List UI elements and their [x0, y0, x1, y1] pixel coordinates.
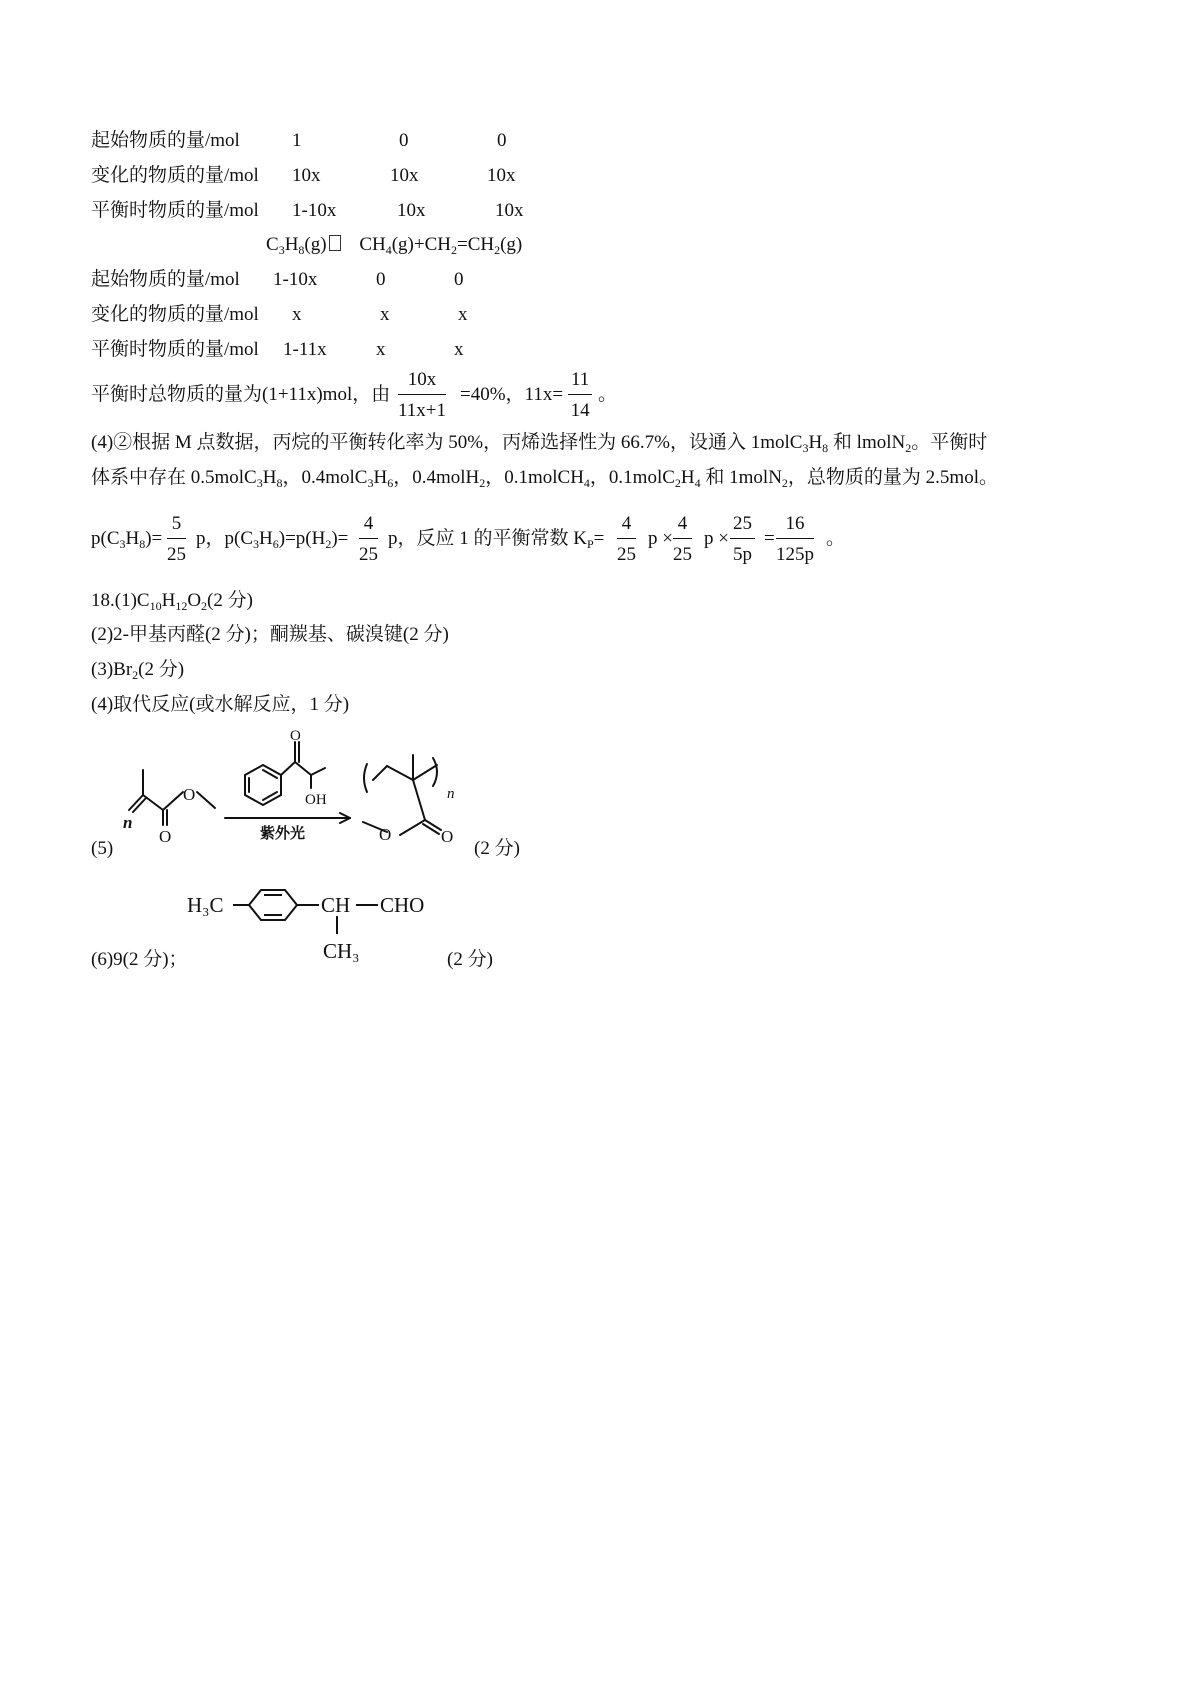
h3c-label: H₃C — [187, 893, 224, 917]
part4-line1: (4)②根据 M 点数据，丙烷的平衡转化率为 50%，丙烯选择性为 66.7%，设通入 $1molC_3H_8$ 和 lmolN$_2$。平衡时 — [91, 432, 988, 455]
kp-times-1: p × — [648, 528, 673, 549]
kp-end: 。 — [826, 528, 846, 549]
table2-row3-c2: x — [376, 339, 386, 360]
q18-part4: (4)取代反应(或水解反应，1 分) — [91, 694, 350, 715]
polymer-ester-o: O — [379, 825, 392, 844]
fraction-16-over-125p: $\frac{16}{125p}$ — [776, 513, 814, 565]
table2-row3-label: 平衡时物质的量/mol — [91, 339, 259, 360]
q18-part6-score: (2 分) — [447, 949, 493, 970]
initiator-carbonyl-o: O — [290, 728, 301, 744]
part4-line2: 体系中存在 $0.5molC_3H_8$，$0.4molC_3H_6$，0.4molH$_2$，0.1molCH$_4$，$0.1molC_2H_4$ 和 1molN$_2$，总物质的量为 2.5mol。 — [91, 467, 998, 490]
kp-p-c3h6-h2: p，$p(C_3H_6)=p(H_2)=$ — [196, 528, 349, 551]
table2-row1-c3: 0 — [454, 269, 464, 290]
equilibrium-arrow-glyph — [329, 235, 341, 251]
table1-row3-label: 平衡时物质的量/mol — [91, 200, 259, 221]
ch-label: CH — [321, 893, 351, 917]
table1-row3-c2: 10x — [397, 200, 426, 221]
table1-row3-c1: 1-10x — [292, 200, 337, 221]
total-line-prefix: 平衡时总物质的量为(1+11x)mol，由 — [91, 384, 391, 405]
table1-row2-c1: 10x — [292, 165, 321, 186]
fraction-4-over-25-c: $\frac{4}{25}$ — [673, 513, 692, 565]
table1-row1-c1: 1 — [292, 130, 302, 151]
polymer-n-subscript: n — [447, 786, 455, 802]
table1-row3-c3: 10x — [495, 200, 524, 221]
polymerization-scheme — [115, 720, 475, 855]
total-line-mid: =40%，11x= — [460, 384, 564, 405]
fraction-4-over-25-b: $\frac{4}{25}$ — [617, 513, 636, 565]
table2-row2-c1: x — [292, 304, 302, 325]
table1-row2-label: 变化的物质的量/mol — [91, 165, 259, 186]
table2-row2-c2: x — [380, 304, 390, 325]
table2-row1-c1: 1-10x — [273, 269, 318, 290]
q18-part3: $(3)Br_2(2$ 分) — [91, 659, 185, 682]
table2-row1-c2: 0 — [376, 269, 386, 290]
ester-oxygen-label: O — [183, 785, 196, 804]
polymer-carbonyl-o: O — [441, 827, 454, 846]
table2-row3-c1: 1-11x — [283, 339, 327, 360]
fraction-5-over-25: $\frac{5}{25}$ — [167, 513, 186, 565]
table2-row2-label: 变化的物质的量/mol — [91, 304, 259, 325]
table1-row1-c3: 0 — [497, 130, 507, 151]
kp-p-c3h8: $p(C_3H_8)=$ — [91, 528, 163, 551]
reaction-2-equation: $C_3H_8(g)$ $CH_4(g)+CH_2=CH_2(g)$ — [266, 234, 523, 257]
table1-row1-label: 起始物质的量/mol — [91, 130, 240, 151]
q18-part1: $18.(1)C_{10}H_{12}O_2(2$ 分) — [91, 590, 253, 613]
q18-part2: (2)2-甲基丙醛(2 分)；酮羰基、碳溴键(2 分) — [91, 624, 449, 645]
structure-part6 — [185, 878, 445, 968]
table1-row1-c2: 0 — [399, 130, 409, 151]
fraction-25-over-5p: $\frac{25}{5p}$ — [730, 514, 755, 564]
kp-equals: = — [764, 528, 775, 549]
monomer-n-label: n — [123, 813, 133, 832]
carbonyl-oxygen-label: O — [159, 827, 172, 846]
q18-part6-label: (6)9(2 分)； — [91, 949, 188, 970]
total-line-end: 。 — [598, 384, 618, 405]
kp-times-2: p × — [704, 528, 729, 549]
table2-row3-c3: x — [454, 339, 464, 360]
q18-part5-label: (5) — [91, 838, 114, 859]
kp-definition: p，反应 1 的平衡常数 $K_P=$ — [388, 528, 605, 551]
cho-label: CHO — [380, 893, 425, 917]
ch3-label: CH₃ — [323, 939, 360, 963]
table2-row1-label: 起始物质的量/mol — [91, 269, 240, 290]
fraction-10x-over-11x1: $\frac{10x}{11x+1}$ — [398, 369, 447, 421]
table1-row2-c3: 10x — [487, 165, 516, 186]
fraction-11-over-14: $\frac{11}{14}$ — [568, 370, 592, 420]
initiator-oh-label: OH — [305, 792, 327, 808]
fraction-4-over-25-a: $\frac{4}{25}$ — [359, 513, 378, 565]
q18-part5-score: (2 分) — [474, 838, 520, 859]
table2-row2-c3: x — [458, 304, 468, 325]
table1-row2-c2: 10x — [390, 165, 419, 186]
uv-light-label: 紫外光 — [260, 826, 306, 842]
